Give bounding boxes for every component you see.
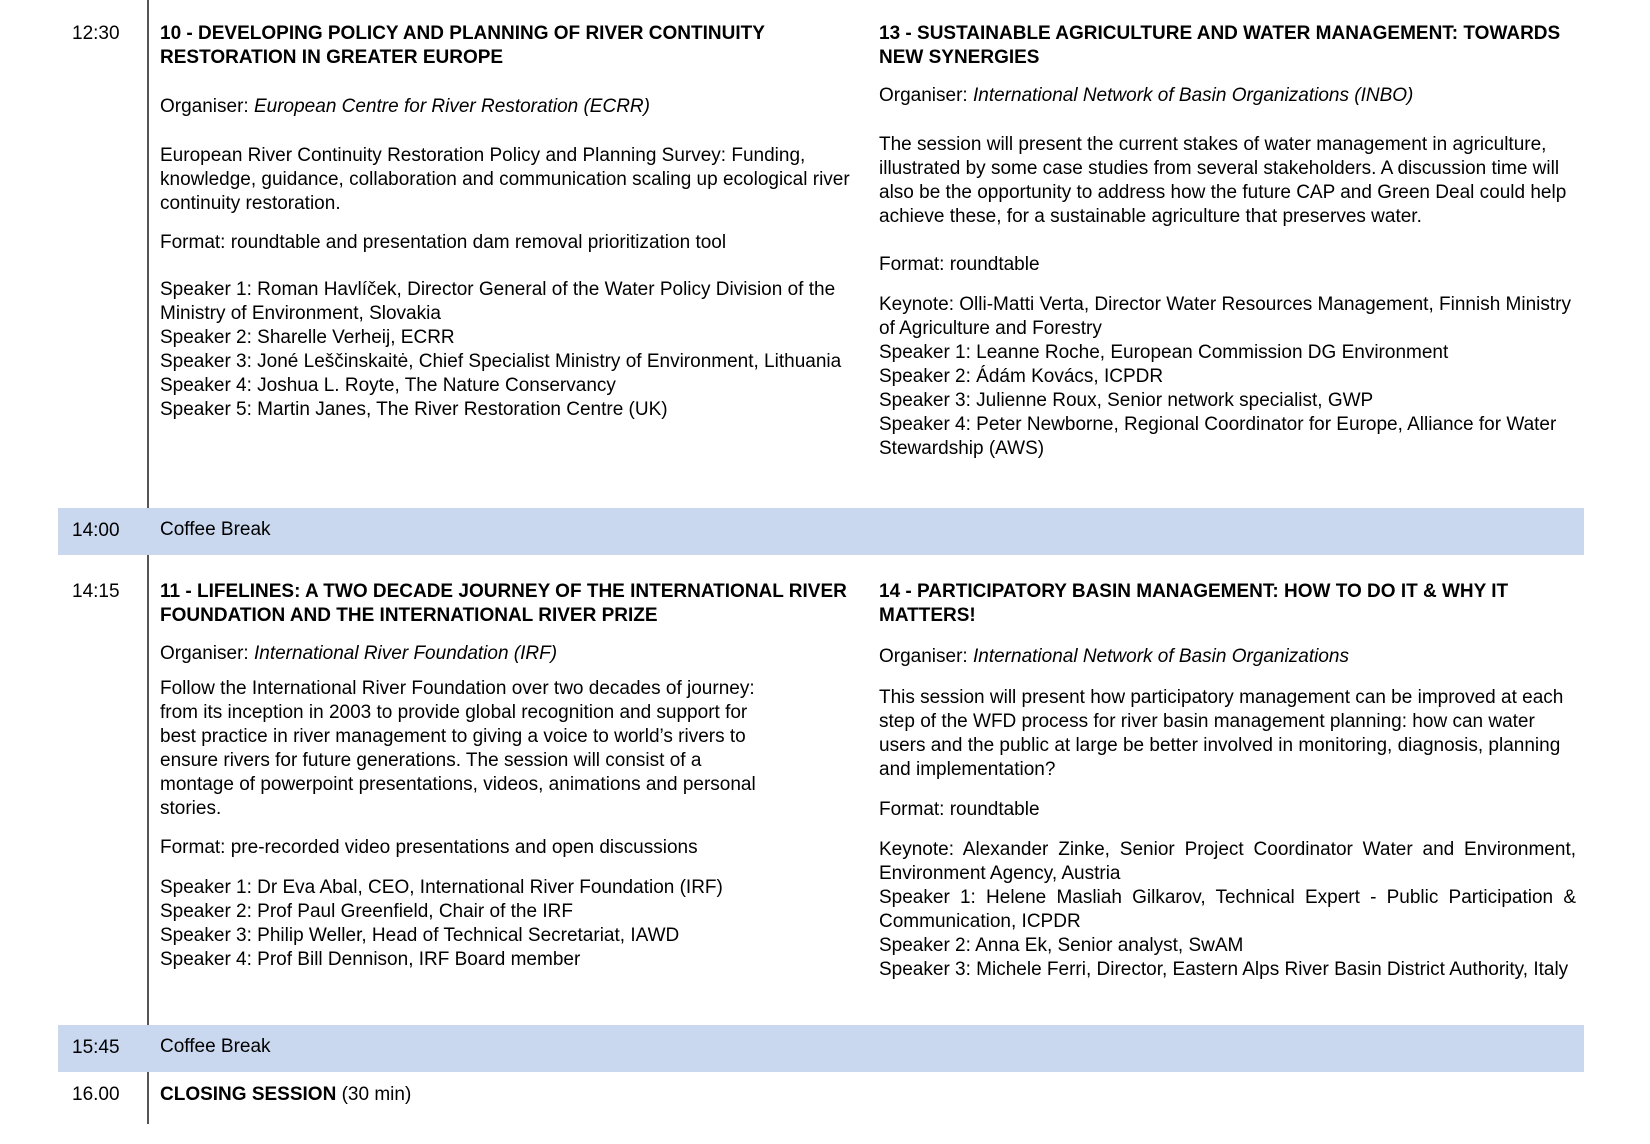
speaker-list [160, 278, 860, 422]
session-14 [879, 580, 1576, 982]
session-description: Follow the International River Foundation over two decades of journey: from its inception in 2003 to provide global recognition and support for best practice in river management to giving a voice to world’s rivers to ensure rivers for future generations. The session will consist of a montage of powerpoint presentations, videos, animations and personal stories. [160, 678, 756, 819]
speaker-item: Speaker 5: Martin Janes, The River Restoration Centre (UK) [160, 399, 668, 420]
speaker-item: Speaker 3: Joné Leščinskaitė, Chief Specialist Ministry of Environment, Lithuania [160, 351, 842, 372]
closing-time: 16.00 [72, 1084, 120, 1105]
speaker-item: Speaker 1: Dr Eva Abal, CEO, International River Foundation (IRF) [160, 877, 723, 898]
closing-duration: (30 min) [341, 1084, 412, 1105]
slot-time: 12:30 [72, 23, 120, 44]
session-organiser: Organiser: European Centre for River Restoration (ECRR) [160, 96, 650, 117]
session-format: Format: roundtable [879, 254, 1040, 275]
speaker-list [879, 838, 1576, 982]
speaker-item: Speaker 3: Julienne Roux, Senior network specialist, GWP [879, 390, 1374, 411]
speaker-item: Speaker 2: Prof Paul Greenfield, Chair of the IRF [160, 901, 573, 922]
session-description: European River Continuity Restoration Policy and Planning Survey: Funding, knowledge, guidance, collaboration and communication scaling up ecological river continuity restoration. [160, 145, 850, 214]
session-format: Format: pre-recorded video presentations and open discussions [160, 837, 698, 858]
speaker-list [160, 876, 860, 972]
session-format: Format: roundtable [879, 799, 1040, 820]
session-title: 10 - DEVELOPING POLICY AND PLANNING OF RIVER CONTINUITY RESTORATION IN GREATER EUROPE [160, 23, 765, 68]
break-time: 15:45 [72, 1037, 120, 1058]
speaker-item: Speaker 3: Michele Ferri, Director, Eastern Alps River Basin District Authority, Italy [879, 959, 1569, 980]
session-description: This session will present how participatory management can be improved at each step of the WFD process for river basin management planning: how can water users and the public at large be better involved in monitoring, diagnosis, planning and implementation? [879, 687, 1564, 780]
break-time: 14:00 [72, 520, 120, 541]
session-10 [160, 22, 860, 422]
speaker-item: Speaker 1: Roman Havlíček, Director General of the Water Policy Division of the Ministry of Environment, Slovakia [160, 279, 836, 324]
session-title: 13 - SUSTAINABLE AGRICULTURE AND WATER MANAGEMENT: TOWARDS NEW SYNERGIES [879, 23, 1561, 68]
speaker-item: Speaker 2: Sharelle Verheij, ECRR [160, 327, 455, 348]
speaker-item: Keynote: Olli-Matti Verta, Director Water Resources Management, Finnish Ministry of Agriculture and Forestry [879, 294, 1571, 339]
slot-time: 14:15 [72, 581, 120, 602]
speaker-item: Speaker 4: Joshua L. Royte, The Nature Conservancy [160, 375, 616, 396]
closing-row [58, 1083, 1584, 1113]
session-organiser: Organiser: International River Foundation (IRF) [160, 643, 558, 664]
speaker-item: Speaker 2: Anna Ek, Senior analyst, SwAM [879, 935, 1244, 956]
speaker-list [879, 293, 1576, 461]
coffee-break-row [58, 1025, 1584, 1072]
speaker-item: Speaker 3: Philip Weller, Head of Technical Secretariat, IAWD [160, 925, 680, 946]
break-label: Coffee Break [160, 1036, 271, 1057]
session-title: 11 - LIFELINES: A TWO DECADE JOURNEY OF THE INTERNATIONAL RIVER FOUNDATION AND THE INTERNATIONAL RIVER PRIZE [160, 581, 847, 626]
session-description: The session will present the current stakes of water management in agriculture, illustrated by some case studies from several stakeholders. A discussion time will also be the opportunity to address how the future CAP and Green Deal could help achieve these, for a sustainable agriculture that preserves water. [879, 134, 1567, 227]
closing-session [160, 1083, 860, 1107]
session-13 [879, 22, 1576, 461]
speaker-item: Speaker 4: Peter Newborne, Regional Coordinator for Europe, Alliance for Water Stewardship (AWS) [879, 414, 1557, 459]
slot-1230 [58, 22, 1584, 472]
speaker-item: Speaker 1: Leanne Roche, European Commission DG Environment [879, 342, 1449, 363]
session-title: 14 - PARTICIPATORY BASIN MANAGEMENT: HOW TO DO IT & WHY IT MATTERS! [879, 581, 1509, 626]
slot-1415 [58, 580, 1584, 1000]
speaker-item: Keynote: Alexander Zinke, Senior Project Coordinator Water and Environment, Environment Agency, Austria [879, 839, 1576, 884]
speaker-item: Speaker 2: Ádám Kovács, ICPDR [879, 366, 1164, 387]
session-format: Format: roundtable and presentation dam removal prioritization tool [160, 232, 727, 253]
session-organiser: Organiser: International Network of Basin Organizations (INBO) [879, 85, 1414, 106]
break-label: Coffee Break [160, 519, 271, 540]
session-organiser: Organiser: International Network of Basin Organizations [879, 646, 1349, 667]
closing-label: CLOSING SESSION [160, 1084, 337, 1105]
speaker-item: Speaker 4: Prof Bill Dennison, IRF Board member [160, 949, 581, 970]
coffee-break-row [58, 508, 1584, 555]
speaker-item: Speaker 1: Helene Masliah Gilkarov, Technical Expert - Public Participation & Communication, ICPDR [879, 887, 1576, 932]
session-11 [160, 580, 860, 972]
